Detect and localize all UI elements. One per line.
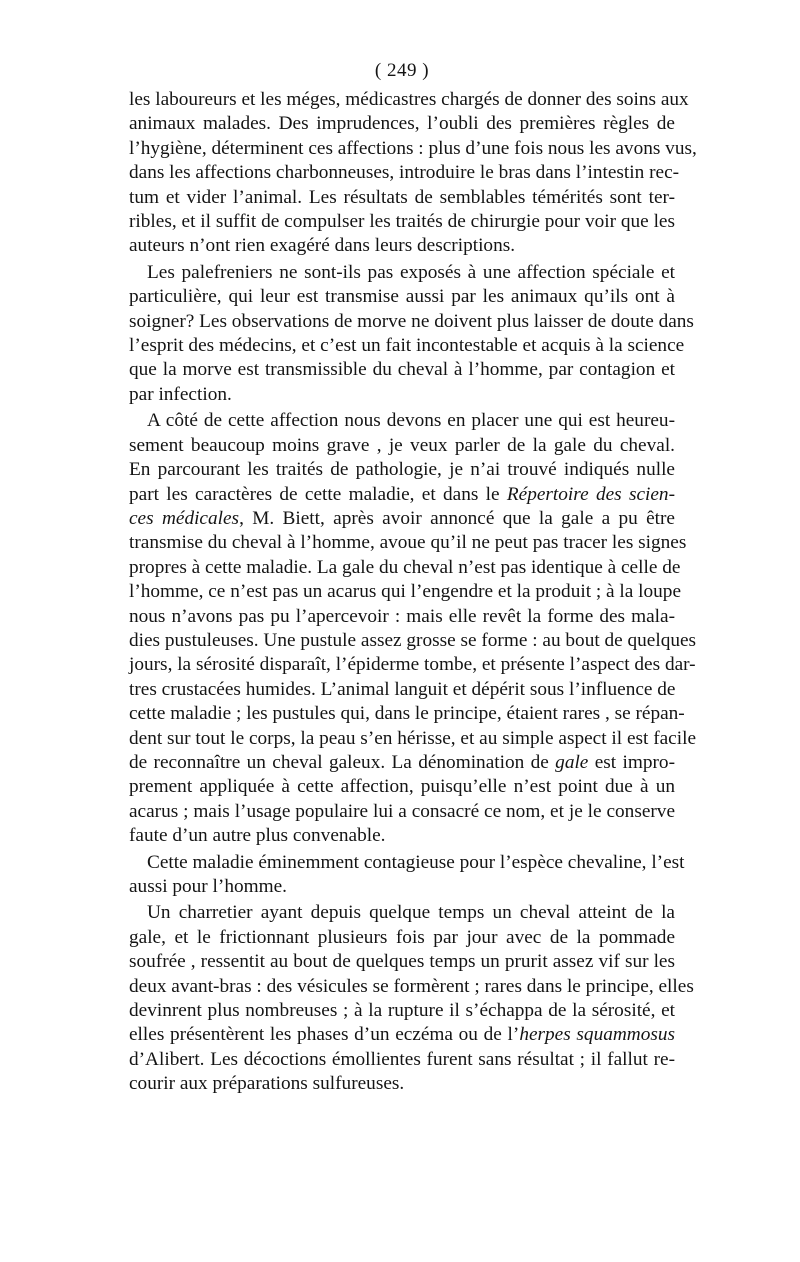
paragraph-2 <box>129 261 694 407</box>
paragraph-4 <box>129 851 685 900</box>
page-number: ( 249 ) <box>374 60 430 81</box>
text-line: prement appliquée à cette affection, puisqu’elle n’est point due à un <box>129 776 675 798</box>
italic-term: gale <box>555 751 589 773</box>
italic-term: herpes squammosus <box>519 1024 675 1046</box>
text-line: A côté de cette affection nous devons en placer une qui est heureu- <box>147 410 675 432</box>
text-line: l’homme, ce n’est pas un acarus qui l’engendre et la produit ; à la loupe <box>129 581 682 603</box>
text-line: soufrée , ressentit au bout de quelques temps un prurit assez vif sur les <box>129 951 675 973</box>
text-line: En parcourant les traités de pathologie, je n’ai trouvé indiqués nulle <box>129 459 675 481</box>
text-line: dans les affections charbonneuses, introduire le bras dans l’intestin rec- <box>129 162 680 184</box>
text-line: deux avant-bras : des vésicules se formèrent ; rares dans le principe, elles <box>129 975 694 997</box>
text-line: gale, et le frictionnant plusieurs fois par jour avec de la pommade <box>129 926 675 948</box>
text-line: courir aux préparations sulfureuses. <box>129 1073 405 1095</box>
text-line: l’hygiène, déterminent ces affections : plus d’une fois nous les avons vus, <box>129 137 697 159</box>
text-run: de reconnaître un cheval galeux. La dénomination de <box>129 751 556 773</box>
text-line: d’Alibert. Les décoctions émollientes furent sans résultat ; il fallut re- <box>129 1048 675 1070</box>
text-line: l’esprit des médecins, et c’est un fait incontestable et acquis à la science <box>129 335 685 357</box>
text-line: Cette maladie éminemment contagieuse pour l’espèce chevaline, l’est <box>147 851 685 873</box>
paragraph-3 <box>129 409 697 848</box>
text-line: jours, la sérosité disparaît, l’épiderme tombe, et présente l’aspect des dar- <box>129 654 696 676</box>
text-line: aussi pour l’homme. <box>129 876 287 897</box>
text-line: sement beaucoup moins grave , je veux parler de la gale du cheval. <box>129 434 675 456</box>
text-line: transmise du cheval à l’homme, avoue qu’il ne peut pas tracer les signes <box>129 532 687 554</box>
text-line: tum et vider l’animal. Les résultats de semblables témérités sont ter- <box>129 186 675 208</box>
text-line: dent sur tout le corps, la peau s’en hérisse, et au simple aspect il est facile <box>129 727 696 749</box>
text-run: est impro- <box>588 751 675 773</box>
italic-title: ces médicales <box>129 507 240 529</box>
text-line: soigner? Les observations de morve ne doivent plus laisser de doute dans <box>129 310 694 332</box>
text-line: nous n’avons pas pu l’apercevoir : mais elle revêt la forme des mala- <box>129 605 675 627</box>
text-line: propres à cette maladie. La gale du cheval n’est pas identique à celle de <box>129 556 681 578</box>
text-line: auteurs n’ont rien exagéré dans leurs descriptions. <box>129 235 516 257</box>
text-line: devinrent plus nombreuses ; à la rupture il s’échappa de la sérosité, et <box>129 1000 675 1022</box>
paragraph-5 <box>129 901 694 1096</box>
text-line <box>129 1023 675 1047</box>
book-page <box>129 60 697 1097</box>
text-line: cette maladie ; les pustules qui, dans le principe, étaient rares , se répan- <box>129 703 685 725</box>
text-line: ribles, et il suffit de compulser les traités de chirurgie pour voir que les <box>129 211 675 233</box>
text-line: faute d’un autre plus convenable. <box>129 825 386 847</box>
text-line: Les palefreniers ne sont-ils pas exposés à une affection spéciale et <box>147 261 675 283</box>
text-run: part les caractères de cette maladie, et dans le <box>129 483 507 505</box>
paragraph-1 <box>129 88 697 259</box>
text-line: que la morve est transmissible du cheval à l’homme, par contagion et <box>129 359 675 381</box>
text-line: les laboureurs et les méges, médicastres chargés de donner des soins aux <box>129 89 689 110</box>
text-line: dies pustuleuses. Une pustule assez grosse se forme : au bout de quelques <box>129 629 697 651</box>
text-run: elles présentèrent les phases d’un eczéma ou de l’ <box>129 1024 520 1046</box>
text-run: , M. Biett, après avoir annoncé que la gale a pu être <box>239 507 675 529</box>
italic-title: Répertoire des scien- <box>506 483 675 505</box>
text-line: particulière, qui leur est transmise aussi par les animaux qu’ils ont à <box>129 286 675 308</box>
text-line: acarus ; mais l’usage populaire lui a consacré ce nom, et je le conserve <box>129 800 675 822</box>
text-line: par infection. <box>129 383 232 405</box>
text-line: Un charretier ayant depuis quelque temps un cheval atteint de la <box>147 902 675 924</box>
text-line: animaux malades. Des imprudences, l’oubli des premières règles de <box>129 113 675 135</box>
text-line <box>129 751 675 775</box>
text-line <box>129 483 675 507</box>
text-line: tres crustacées humides. L’animal languit et dépérit sous l’influence de <box>129 678 676 700</box>
text-line <box>129 507 675 531</box>
